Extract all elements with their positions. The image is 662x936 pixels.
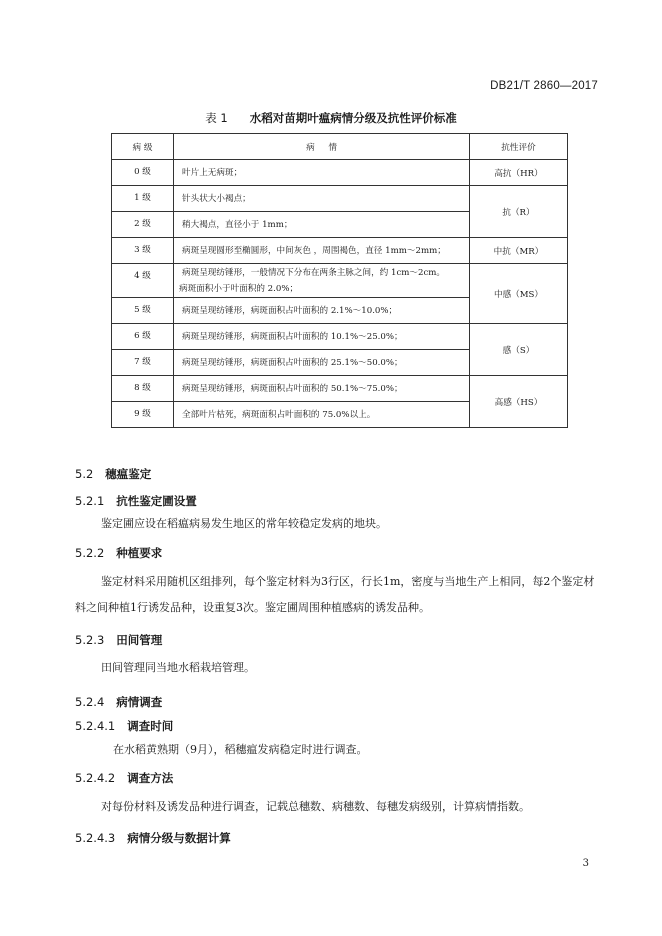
desc-cell: 病斑呈现圆形至椭圆形，中间灰色 ，周围褐色，直径 1mm～2mm； bbox=[174, 238, 470, 264]
level-cell: 4 级 bbox=[112, 264, 174, 298]
section-number: 5.2.4.3 bbox=[75, 831, 116, 845]
table-row bbox=[112, 238, 568, 264]
desc-cell: 全部叶片枯死，病斑面积占叶面积的 75.0%以上。 bbox=[174, 402, 470, 428]
section-number: 5.2.4.1 bbox=[75, 719, 116, 733]
section-heading-5-2-4 bbox=[75, 694, 162, 710]
desc-cell: 病斑呈现纺锤形，病斑面积占叶面积的 50.1%～75.0%； bbox=[174, 376, 470, 402]
header-rating: 抗性评价 bbox=[470, 134, 568, 160]
paragraph-5-2-3: 田间管理同当地水稻栽培管理。 bbox=[101, 661, 255, 674]
table-caption-title: 水稻对苗期叶瘟病情分级及抗性评价标准 bbox=[249, 111, 457, 125]
section-title: 调查方法 bbox=[127, 771, 174, 785]
section-heading-5-2-1 bbox=[75, 493, 197, 509]
desc-cell: 针头状大小褐点； bbox=[174, 186, 470, 212]
level-cell: 0 级 bbox=[112, 160, 174, 186]
header-desc: 病 情 bbox=[174, 134, 470, 160]
rating-cell: 高抗（HR） bbox=[470, 160, 568, 186]
level-cell: 3 级 bbox=[112, 238, 174, 264]
header-level: 病 级 bbox=[112, 134, 174, 160]
table-caption bbox=[0, 110, 662, 126]
level-cell: 1 级 bbox=[112, 186, 174, 212]
table-row bbox=[112, 160, 568, 186]
desc-cell: 稍大褐点，直径小于 1mm； bbox=[174, 212, 470, 238]
section-number: 5.2.1 bbox=[75, 494, 105, 508]
section-title: 抗性鉴定圃设置 bbox=[116, 494, 197, 508]
level-cell: 8 级 bbox=[112, 376, 174, 402]
section-heading-5-2-3 bbox=[75, 632, 162, 648]
section-number: 5.2.4 bbox=[75, 695, 105, 709]
section-heading-5-2-4-2 bbox=[75, 770, 173, 786]
section-number: 5.2.4.2 bbox=[75, 771, 116, 785]
section-title: 调查时间 bbox=[127, 719, 174, 733]
section-title: 种植要求 bbox=[116, 546, 163, 560]
document-code: DB21/T 2860—2017 bbox=[490, 80, 598, 92]
page-number: 3 bbox=[582, 858, 589, 869]
grade-table bbox=[111, 133, 568, 428]
paragraph-5-2-1: 鉴定圃应设在稻瘟病易发生地区的常年较稳定发病的地块。 bbox=[101, 517, 387, 530]
section-title: 穗瘟鉴定 bbox=[105, 467, 152, 481]
level-cell: 6 级 bbox=[112, 324, 174, 350]
desc-cell: 病斑呈现纺锤形，病斑面积占叶面积的 10.1%～25.0%； bbox=[174, 324, 470, 350]
desc-cell: 叶片上无病斑； bbox=[174, 160, 470, 186]
section-title: 病情分级与数据计算 bbox=[127, 831, 231, 845]
rating-cell: 中抗（MR） bbox=[470, 238, 568, 264]
section-heading-5-2 bbox=[75, 466, 151, 482]
section-number: 5.2.3 bbox=[75, 633, 105, 647]
section-heading-5-2-2 bbox=[75, 545, 162, 561]
rating-cell: 感（S） bbox=[470, 324, 568, 376]
desc-cell: 病斑呈现纺锤形，病斑面积占叶面积的 2.1%～10.0%； bbox=[174, 298, 470, 324]
desc-line: 病斑呈现纺锤形，一般情况下分布在两条主脉之间，约 1cm～2cm。 bbox=[182, 267, 446, 278]
desc-cell: 病斑呈现纺锤形，病斑面积占叶面积的 25.1%～50.0%； bbox=[174, 350, 470, 376]
section-heading-5-2-4-3 bbox=[75, 830, 231, 846]
table-row bbox=[112, 186, 568, 212]
section-title: 田间管理 bbox=[116, 633, 163, 647]
rating-cell: 中感（MS） bbox=[470, 264, 568, 324]
level-cell: 2 级 bbox=[112, 212, 174, 238]
table-caption-number: 表 1 bbox=[205, 111, 228, 125]
desc-line: 病斑面积小于叶面积的 2.0%； bbox=[179, 283, 299, 294]
level-cell: 9 级 bbox=[112, 402, 174, 428]
desc-cell bbox=[174, 264, 470, 298]
level-cell: 5 级 bbox=[112, 298, 174, 324]
section-number: 5.2.2 bbox=[75, 546, 105, 560]
table-row bbox=[112, 264, 568, 298]
rating-cell: 抗（R） bbox=[470, 186, 568, 238]
table-row bbox=[112, 376, 568, 402]
paragraph-5-2-2: 鉴定材料采用随机区组排列，每个鉴定材料为3行区，行长1m，密度与当地生产上相同，每2个鉴定材料之间种植1行诱发品种，设重复3次。鉴定圃周围种植感病的诱发品种。 bbox=[75, 575, 595, 614]
table-row bbox=[112, 324, 568, 350]
section-title: 病情调查 bbox=[116, 695, 163, 709]
paragraph-5-2-4-1: 在水稻黄熟期（9月），稻穗瘟发病稳定时进行调查。 bbox=[113, 743, 368, 756]
table-header-row bbox=[112, 134, 568, 160]
paragraph-5-2-4-2: 对每份材料及诱发品种进行调查，记载总穗数、病穗数、每穗发病级别，计算病情指数。 bbox=[101, 800, 530, 813]
rating-cell: 高感（HS） bbox=[470, 376, 568, 428]
section-number: 5.2 bbox=[75, 467, 94, 481]
section-heading-5-2-4-1 bbox=[75, 718, 173, 734]
level-cell: 7 级 bbox=[112, 350, 174, 376]
